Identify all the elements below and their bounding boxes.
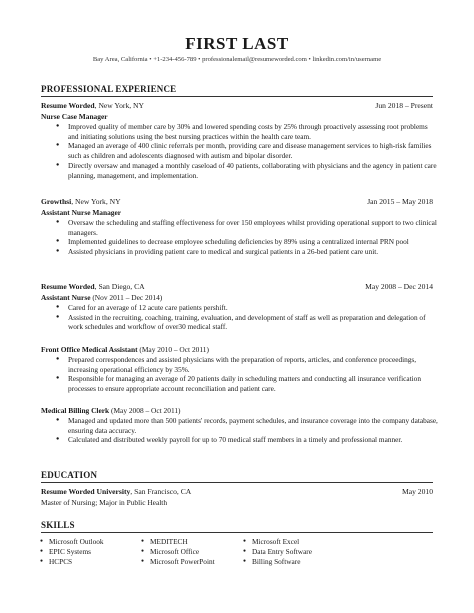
skill-item: ● Microsoft Office xyxy=(141,547,215,557)
list-item: ● Prepared correspondences and assisted physicians with the preparation of reports, articles, and conference proceedings, increasing operational efficiency by 35%. xyxy=(68,355,438,374)
section-divider xyxy=(41,96,433,97)
role-heading xyxy=(41,293,162,302)
job-dates: Jan 2015 – May 2018 xyxy=(367,197,433,206)
skill-item: ● EPIC Systems xyxy=(40,547,104,557)
degree: Master of Nursing; Major in Public Health xyxy=(41,498,168,507)
graduation-date: May 2010 xyxy=(401,487,433,496)
section-divider xyxy=(41,482,433,483)
role-period: (May 2008 – Oct 2011) xyxy=(109,406,181,415)
candidate-name: FIRST LAST xyxy=(185,34,289,53)
company-location: , New York, NY xyxy=(71,197,121,206)
job-dates: May 2008 – Dec 2014 xyxy=(365,282,433,291)
list-item: ● Managed an average of 400 clinic referrals per month, providing care and disease management services to high-risk families such as children and adolescents diagnosed with autism and bipolar disorder. xyxy=(68,141,438,160)
role-heading xyxy=(41,345,209,354)
role-title: Assistant Nurse xyxy=(41,293,91,302)
list-item: ● Assisted physicians in providing patient care to medical and surgical patients in a 26-bed patient care unit. xyxy=(68,247,438,257)
skill-item: ● Data Entry Software xyxy=(243,547,312,557)
skill-item: ● HCPCS xyxy=(40,557,104,567)
skill-item: ● Billing Software xyxy=(243,557,312,567)
company-name: Resume Worded xyxy=(41,282,95,291)
job-header-2 xyxy=(41,197,433,206)
company-name: Growthsi xyxy=(41,197,72,206)
list-item: ● Oversaw the scheduling and staffing effectiveness for over 150 employees whilst providing operational support to two clinical managers. xyxy=(68,218,438,237)
bullet-list xyxy=(54,355,438,394)
job-header-3 xyxy=(41,282,433,291)
section-title-skills: SKILLS xyxy=(41,520,75,530)
list-item: ● Implemented guidelines to decrease employee scheduling deficiencies by 89% using a centralized internal PRN pool xyxy=(68,237,438,247)
job-dates: Jun 2018 – Present xyxy=(375,101,433,110)
company-location: , San Diego, CA xyxy=(94,282,145,291)
role-title: Front Office Medical Assistant xyxy=(41,345,138,354)
skill-item: ● MEDITECH xyxy=(141,537,215,547)
contact-line: Bay Area, California • +1-234-456-789 • professionalemail@resumeworded.com • linkedin.com/in/username xyxy=(92,56,382,63)
bullet-list xyxy=(54,416,438,445)
company-location: , New York, NY xyxy=(94,101,145,110)
education-header xyxy=(41,487,433,496)
bullet-list xyxy=(54,122,438,180)
list-item: ● Responsible for managing an average of 20 patients daily in scheduling matters and conducting all insurance verification processes to ensure appropriate account reconciliation and patient care. xyxy=(68,374,438,393)
role-title: Medical Billing Clerk xyxy=(41,406,110,415)
list-item: ● Assisted in the recruiting, coaching, training, evaluation, and development of staff as well as preparation and delegation of work schedules and workflow of over30 medical staff. xyxy=(68,313,438,332)
list-item: ● Improved quality of member care by 30% and lowered spending costs by 25% through proactively assessing root problems and initiating solutions using the best nursing practices within the health care team. xyxy=(68,122,438,141)
list-item: ● Calculated and distributed weekly payroll for up to 70 medical staff members in a timely and professional manner. xyxy=(68,435,438,445)
job-title: Assistant Nurse Manager xyxy=(41,208,122,217)
job-title: Nurse Case Manager xyxy=(41,112,108,121)
role-period: (Nov 2011 – Dec 2014) xyxy=(90,293,163,302)
bullet-list xyxy=(54,303,438,332)
skills-column xyxy=(40,537,104,566)
section-title-experience: PROFESSIONAL EXPERIENCE xyxy=(41,84,177,94)
role-period: (May 2010 – Oct 2011) xyxy=(137,345,209,354)
skills-column xyxy=(141,537,215,566)
job-header-1 xyxy=(41,101,433,110)
list-item: ● Directly oversaw and managed a monthly caseload of 40 patients, collaborating with physicians and the agency in patient care planning, management, and implementation. xyxy=(68,161,438,180)
skills-column xyxy=(243,537,312,566)
role-heading xyxy=(41,406,181,415)
section-title-education: EDUCATION xyxy=(41,470,98,480)
list-item: ● Managed and updated more than 500 patients' records, payment schedules, and insurance coverage into the company database, ensuring data accuracy. xyxy=(68,416,438,435)
bullet-list xyxy=(54,218,438,257)
section-divider xyxy=(41,532,433,533)
school-name: Resume Worded University xyxy=(41,487,131,496)
skill-item: ● Microsoft PowerPoint xyxy=(141,557,215,567)
school-location: , San Francisco, CA xyxy=(130,487,192,496)
skill-item: ● Microsoft Outlook xyxy=(40,537,104,547)
list-item: ● Cared for an average of 12 acute care patients pershift. xyxy=(68,303,438,313)
company-name: Resume Worded xyxy=(41,101,95,110)
skill-item: ● Microsoft Excel xyxy=(243,537,312,547)
